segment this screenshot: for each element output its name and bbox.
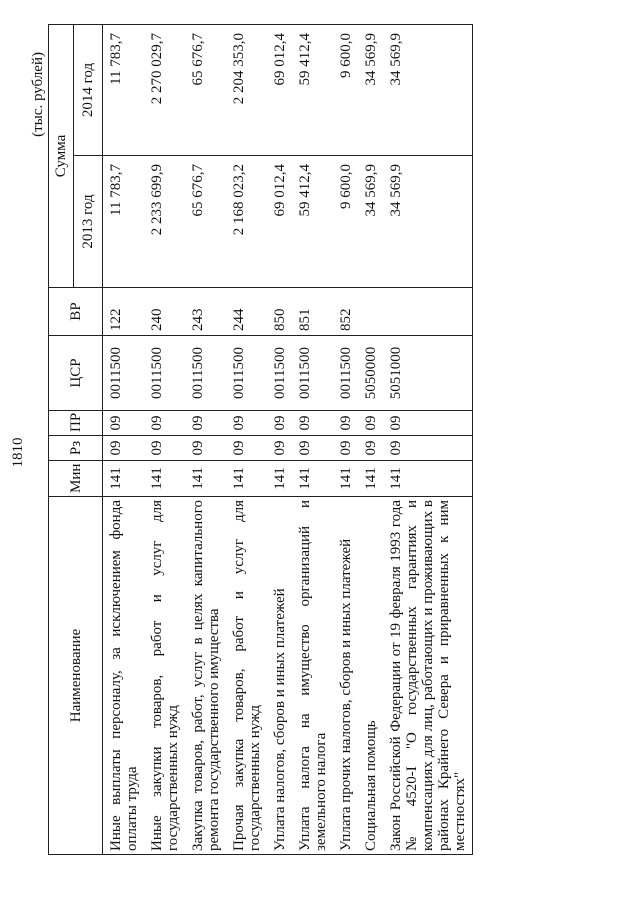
row-sum-2014: 9 600,0 bbox=[333, 24, 358, 155]
row-pr: 09 bbox=[226, 411, 267, 436]
table-row bbox=[267, 24, 292, 854]
row-vr: 851 bbox=[292, 288, 333, 336]
header-name: Наименование bbox=[49, 497, 103, 855]
table-row bbox=[383, 24, 473, 854]
table-row bbox=[226, 24, 267, 854]
header-pr: ПР bbox=[49, 411, 103, 436]
table-row bbox=[292, 24, 333, 854]
row-rz: 09 bbox=[226, 436, 267, 461]
header-2014: 2014 год bbox=[74, 24, 103, 155]
row-pr: 09 bbox=[383, 411, 473, 436]
row-pr: 09 bbox=[267, 411, 292, 436]
table-row bbox=[358, 24, 383, 854]
row-name: Уплата прочих налогов, сборов и иных платежей bbox=[333, 497, 358, 855]
row-sum-2014: 11 783,7 bbox=[103, 24, 145, 155]
row-rz: 09 bbox=[267, 436, 292, 461]
row-sum-2013: 59 412,4 bbox=[292, 156, 333, 288]
header-rz: Рз bbox=[49, 436, 103, 461]
table-row bbox=[185, 24, 226, 854]
row-sum-2014: 2 270 029,7 bbox=[144, 24, 185, 155]
row-rz: 09 bbox=[144, 436, 185, 461]
row-rz: 09 bbox=[383, 436, 473, 461]
row-vr bbox=[358, 288, 383, 336]
row-vr: 850 bbox=[267, 288, 292, 336]
header-vr: ВР bbox=[49, 288, 103, 336]
row-name: Иные закупки товаров, работ и услуг для государственных нужд bbox=[144, 497, 185, 855]
row-vr: 243 bbox=[185, 288, 226, 336]
row-sum-2013: 9 600,0 bbox=[333, 156, 358, 288]
header-min: Мин bbox=[49, 461, 103, 497]
row-csr: 0011500 bbox=[103, 336, 145, 411]
row-name: Уплата налогов, сборов и иных платежей bbox=[267, 497, 292, 855]
row-pr: 09 bbox=[358, 411, 383, 436]
row-min: 141 bbox=[144, 461, 185, 497]
table-row bbox=[333, 24, 358, 854]
units-note: (тыс. рублей) bbox=[30, 52, 46, 137]
header-2013: 2013 год bbox=[74, 156, 103, 288]
row-csr: 0011500 bbox=[144, 336, 185, 411]
row-csr: 0011500 bbox=[292, 336, 333, 411]
row-pr: 09 bbox=[333, 411, 358, 436]
row-min: 141 bbox=[226, 461, 267, 497]
row-sum-2013: 11 783,7 bbox=[103, 156, 145, 288]
row-min: 141 bbox=[292, 461, 333, 497]
row-vr: 122 bbox=[103, 288, 145, 336]
row-name: Прочая закупка товаров, работ и услуг для государственных нужд bbox=[226, 497, 267, 855]
row-csr: 5050000 bbox=[358, 336, 383, 411]
row-sum-2014: 34 569,9 bbox=[358, 24, 383, 155]
row-pr: 09 bbox=[144, 411, 185, 436]
row-rz: 09 bbox=[185, 436, 226, 461]
row-min: 141 bbox=[333, 461, 358, 497]
row-sum-2014: 2 204 353,0 bbox=[226, 24, 267, 155]
row-sum-2014: 69 012,4 bbox=[267, 24, 292, 155]
row-rz: 09 bbox=[103, 436, 145, 461]
table-row bbox=[103, 24, 145, 854]
row-pr: 09 bbox=[103, 411, 145, 436]
row-sum-2013: 2 168 023,2 bbox=[226, 156, 267, 288]
row-min: 141 bbox=[358, 461, 383, 497]
row-sum-2013: 65 676,7 bbox=[185, 156, 226, 288]
header-row-top bbox=[49, 24, 74, 854]
page-number: 1810 bbox=[10, 437, 26, 468]
row-vr: 240 bbox=[144, 288, 185, 336]
row-min: 141 bbox=[383, 461, 473, 497]
row-vr: 244 bbox=[226, 288, 267, 336]
row-sum-2013: 2 233 699,9 bbox=[144, 156, 185, 288]
row-csr: 5051000 bbox=[383, 336, 473, 411]
row-pr: 09 bbox=[292, 411, 333, 436]
budget-table bbox=[48, 24, 473, 855]
row-name: Закупка товаров, работ, услуг в целях капитального ремонта государственного имущества bbox=[185, 497, 226, 855]
row-min: 141 bbox=[267, 461, 292, 497]
row-csr: 0011500 bbox=[333, 336, 358, 411]
header-sum-group: Сумма bbox=[49, 24, 74, 287]
row-sum-2013: 34 569,9 bbox=[358, 156, 383, 288]
row-name: Уплата налога на имущество организаций и земельного налога bbox=[292, 497, 333, 855]
table-row bbox=[144, 24, 185, 854]
row-vr bbox=[383, 288, 473, 336]
row-rz: 09 bbox=[292, 436, 333, 461]
row-name: Закон Российской Федерации от 19 февраля 1993 года № 4520-I "О государственных гарантиях и компенсациях для лиц, работающих и проживающих в районах Крайнего Севера и приравненных к ним местностях" bbox=[383, 497, 473, 855]
row-rz: 09 bbox=[333, 436, 358, 461]
row-sum-2014: 59 412,4 bbox=[292, 24, 333, 155]
row-csr: 0011500 bbox=[226, 336, 267, 411]
row-vr: 852 bbox=[333, 288, 358, 336]
row-pr: 09 bbox=[185, 411, 226, 436]
row-sum-2014: 34 569,9 bbox=[383, 24, 473, 155]
header-csr: ЦСР bbox=[49, 336, 103, 411]
row-csr: 0011500 bbox=[267, 336, 292, 411]
row-sum-2013: 69 012,4 bbox=[267, 156, 292, 288]
row-sum-2013: 34 569,9 bbox=[383, 156, 473, 288]
row-min: 141 bbox=[185, 461, 226, 497]
row-min: 141 bbox=[103, 461, 145, 497]
table-body bbox=[103, 24, 473, 854]
row-rz: 09 bbox=[358, 436, 383, 461]
row-sum-2014: 65 676,7 bbox=[185, 24, 226, 155]
row-csr: 0011500 bbox=[185, 336, 226, 411]
row-name: Иные выплаты персоналу, за исключением фонда оплаты труда bbox=[103, 497, 145, 855]
row-name: Социальная помощь bbox=[358, 497, 383, 855]
